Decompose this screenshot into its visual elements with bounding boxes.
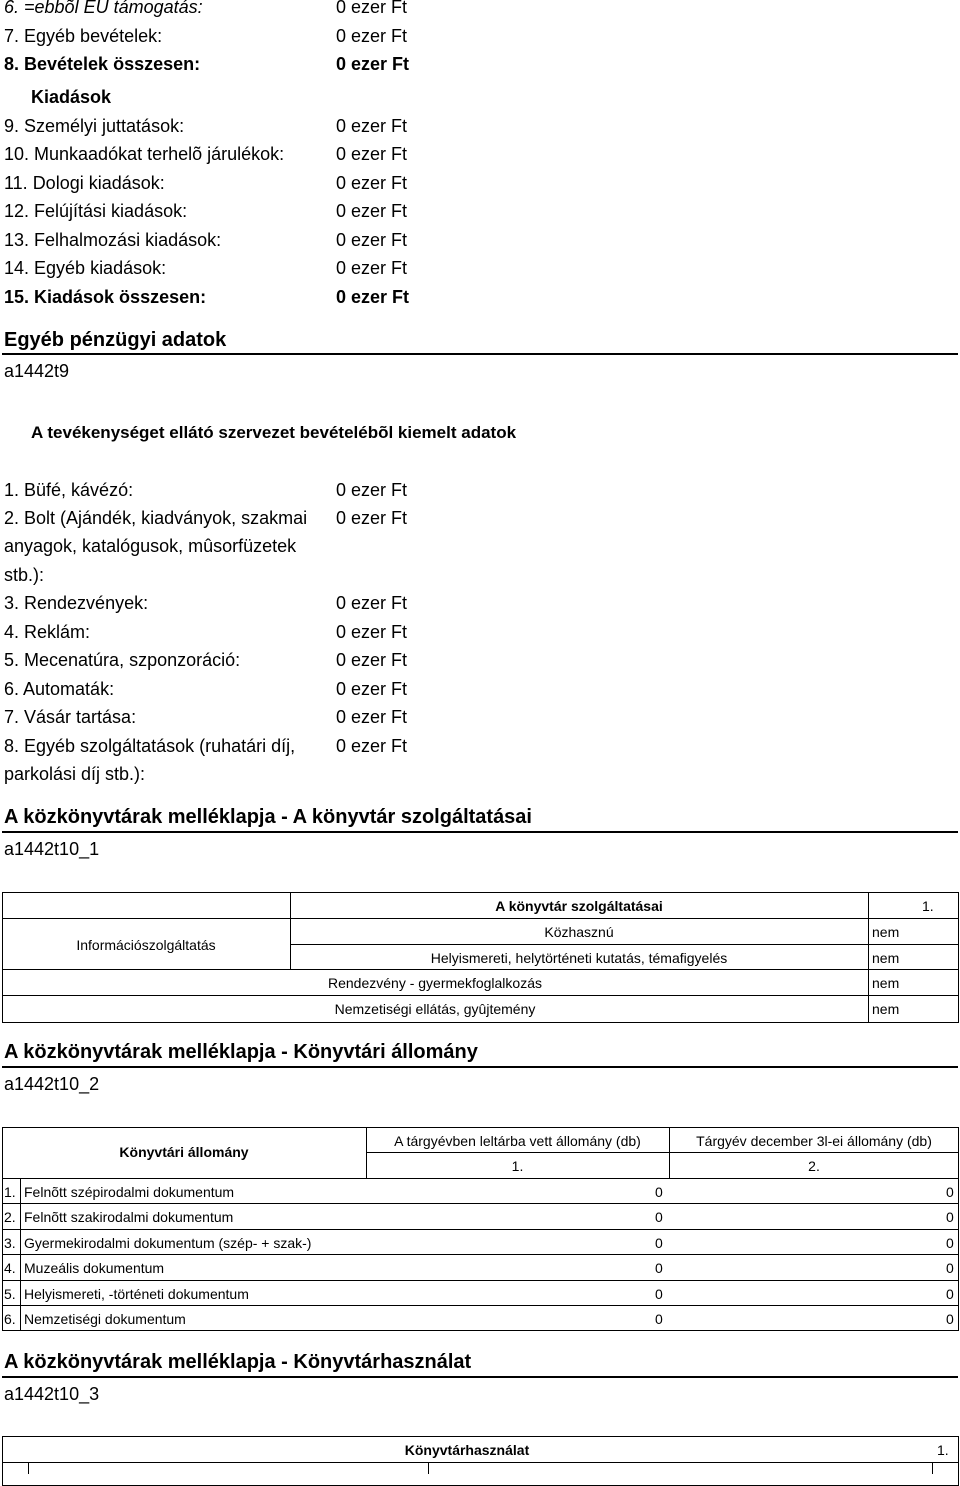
section-title-egyeb: Egyéb pénzügyi adatok bbox=[4, 329, 227, 351]
allomany-row-v1: 0 bbox=[655, 1184, 663, 1200]
hasznalat-col-num: 1. bbox=[937, 1442, 949, 1458]
section-divider bbox=[2, 353, 958, 355]
kiadasok-heading: Kiadások bbox=[31, 87, 112, 107]
allomany-col2-num: 2. bbox=[808, 1158, 820, 1174]
kiadas-label: 13. Felhalmozási kiadások: bbox=[4, 230, 222, 250]
szolg-header: A könyvtár szolgáltatásai bbox=[495, 898, 663, 914]
section-code-hasznalat: a1442t10_3 bbox=[4, 1384, 100, 1404]
allomany-row-num: 5. bbox=[4, 1286, 16, 1302]
egyeb-value: 0 ezer Ft bbox=[336, 480, 408, 500]
allomany-row-v2: 0 bbox=[946, 1286, 954, 1302]
egyeb-label: 2. Bolt (Ajándék, kiadványok, szakmai bbox=[4, 508, 308, 528]
table-line bbox=[2, 1254, 959, 1255]
bevetel-label-7: 7. Egyéb bevételek: bbox=[4, 26, 163, 46]
allomany-row-v2: 0 bbox=[946, 1311, 954, 1327]
kiadas-value: 0 ezer Ft bbox=[336, 201, 408, 221]
bevetel-total-label: 8. Bevételek összesen: bbox=[4, 54, 201, 74]
hasznalat-header: Könyvtárhasználat bbox=[404, 1442, 530, 1458]
allomany-row-label: Felnõtt szakirodalmi dokumentum bbox=[24, 1209, 234, 1225]
szolg-row-label: Közhasznú bbox=[544, 924, 614, 940]
szolg-row-value: nem bbox=[872, 924, 900, 940]
allomany-row-label: Gyermekirodalmi dokumentum (szép- + szak-) bbox=[24, 1235, 312, 1251]
table-line bbox=[20, 1178, 21, 1331]
table-line bbox=[2, 1462, 959, 1463]
egyeb-label: 6. Automaták: bbox=[4, 679, 115, 699]
egyeb-value: 0 ezer Ft bbox=[336, 679, 408, 699]
kiadas-value: 0 ezer Ft bbox=[336, 230, 408, 250]
kiadas-label: 11. Dologi kiadások: bbox=[4, 173, 165, 193]
section-title-allomany: A közkönyvtárak melléklapja - Könyvtári állomány bbox=[4, 1041, 478, 1063]
egyeb-value: 0 ezer Ft bbox=[336, 650, 408, 670]
egyeb-value: 0 ezer Ft bbox=[336, 736, 408, 756]
allomany-row-v1: 0 bbox=[655, 1235, 663, 1251]
section-code-allomany: a1442t10_2 bbox=[4, 1074, 100, 1094]
section-divider bbox=[2, 1376, 958, 1378]
allomany-row-num: 3. bbox=[4, 1235, 16, 1251]
table-line bbox=[2, 1203, 959, 1204]
section-code-szolg: a1442t10_1 bbox=[4, 839, 100, 859]
egyeb-value: 0 ezer Ft bbox=[336, 593, 408, 613]
section-title-hasznalat: A közkönyvtárak melléklapja - Könyvtárhasználat bbox=[4, 1351, 472, 1373]
allomany-row-v2: 0 bbox=[946, 1260, 954, 1276]
bevetel-label-6: 6. =ebbõl EU támogatás: bbox=[4, 0, 203, 17]
table-line bbox=[2, 1305, 959, 1306]
kiadas-label: 12. Felújítási kiadások: bbox=[4, 201, 188, 221]
table-line bbox=[428, 1462, 429, 1474]
allomany-row-label: Muzeális dokumentum bbox=[24, 1260, 165, 1276]
kiadas-total-label: 15. Kiadások összesen: bbox=[4, 287, 207, 307]
allomany-row-v2: 0 bbox=[946, 1209, 954, 1225]
szolg-col-num: 1. bbox=[922, 898, 934, 914]
kiadas-label: 10. Munkaadókat terhelõ járulékok: bbox=[4, 144, 285, 164]
egyeb-label: 8. Egyéb szolgáltatások (ruhatári díj, bbox=[4, 736, 296, 756]
allomany-header: Könyvtári állomány bbox=[119, 1144, 249, 1160]
egyeb-label: 7. Vásár tartása: bbox=[4, 707, 137, 727]
allomany-row-num: 1. bbox=[4, 1184, 16, 1200]
section-code-egyeb: a1442t9 bbox=[4, 361, 70, 381]
table-line bbox=[2, 1229, 959, 1230]
section-divider bbox=[2, 831, 958, 833]
bevetel-value-6: 0 ezer Ft bbox=[336, 0, 408, 17]
allomany-col1-num: 1. bbox=[511, 1158, 524, 1174]
table-line bbox=[2, 1280, 959, 1281]
info-label: Információszolgáltatás bbox=[76, 937, 216, 953]
kiadas-value: 0 ezer Ft bbox=[336, 144, 408, 164]
kiadas-value: 0 ezer Ft bbox=[336, 173, 408, 193]
egyeb-label: 5. Mecenatúra, szponzoráció: bbox=[4, 650, 241, 670]
egyeb-value: 0 ezer Ft bbox=[336, 508, 408, 528]
allomany-row-label: Nemzetiségi dokumentum bbox=[24, 1311, 186, 1327]
allomany-row-v1: 0 bbox=[655, 1286, 663, 1302]
egyeb-value: 0 ezer Ft bbox=[336, 707, 408, 727]
allomany-row-label: Helyismereti, -történeti dokumentum bbox=[24, 1286, 249, 1302]
table-line bbox=[932, 1462, 933, 1474]
szolg-row-value: nem bbox=[872, 1001, 900, 1017]
kiadas-label: 14. Egyéb kiadások: bbox=[4, 258, 167, 278]
szolg-row-label: Rendezvény - gyermekfoglalkozás bbox=[328, 975, 542, 991]
szolg-row-value: nem bbox=[872, 975, 900, 991]
egyeb-subtitle: A tevékenységet ellátó szervezet bevételébõl kiemelt adatok bbox=[31, 423, 517, 442]
szolg-row-label: Nemzetiségi ellátás, gyûjtemény bbox=[334, 1001, 536, 1017]
kiadas-label: 9. Személyi juttatások: bbox=[4, 116, 185, 136]
allomany-row-v2: 0 bbox=[946, 1235, 954, 1251]
allomany-col2: Tárgyév december 3l-ei állomány (db) bbox=[696, 1133, 932, 1149]
egyeb-label: 4. Reklám: bbox=[4, 622, 91, 642]
table-line bbox=[2, 969, 959, 970]
section-title-szolg: A közkönyvtárak melléklapja - A könyvtár szolgáltatásai bbox=[4, 806, 532, 828]
allomany-row-label: Felnõtt szépirodalmi dokumentum bbox=[24, 1184, 235, 1200]
section-divider bbox=[2, 1066, 958, 1068]
allomany-row-v2: 0 bbox=[946, 1184, 954, 1200]
allomany-row-num: 4. bbox=[4, 1260, 16, 1276]
egyeb-label-line3: stb.): bbox=[4, 565, 45, 585]
egyeb-label-line2: anyagok, katalógusok, mûsorfüzetek bbox=[4, 536, 297, 556]
kiadas-value: 0 ezer Ft bbox=[336, 258, 408, 278]
allomany-col1: A tárgyévben leltárba vett állomány (db) bbox=[394, 1133, 641, 1149]
table-line bbox=[28, 1462, 29, 1474]
table-line bbox=[868, 892, 869, 1023]
kiadas-value: 0 ezer Ft bbox=[336, 116, 408, 136]
allomany-row-v1: 0 bbox=[655, 1260, 663, 1276]
table-line bbox=[290, 944, 959, 945]
table-line bbox=[2, 1178, 959, 1179]
kiadas-total-value: 0 ezer Ft bbox=[336, 287, 410, 307]
table-line bbox=[2, 995, 959, 996]
bevetel-total-value: 0 ezer Ft bbox=[336, 54, 410, 74]
szolg-row-label: Helyismereti, helytörténeti kutatás, témafigyelés bbox=[430, 950, 728, 966]
allomany-row-v1: 0 bbox=[655, 1311, 663, 1327]
table-line bbox=[366, 1152, 959, 1153]
table-line bbox=[2, 918, 959, 919]
allomany-row-num: 2. bbox=[4, 1209, 16, 1225]
allomany-row-v1: 0 bbox=[655, 1209, 663, 1225]
egyeb-value: 0 ezer Ft bbox=[336, 622, 408, 642]
egyeb-label: 3. Rendezvények: bbox=[4, 593, 149, 613]
szolg-row-value: nem bbox=[872, 950, 900, 966]
egyeb-label-line2: parkolási díj stb.): bbox=[4, 764, 146, 784]
bevetel-value-7: 0 ezer Ft bbox=[336, 26, 408, 46]
allomany-row-num: 6. bbox=[4, 1311, 16, 1327]
egyeb-label: 1. Büfé, kávézó: bbox=[4, 480, 134, 500]
